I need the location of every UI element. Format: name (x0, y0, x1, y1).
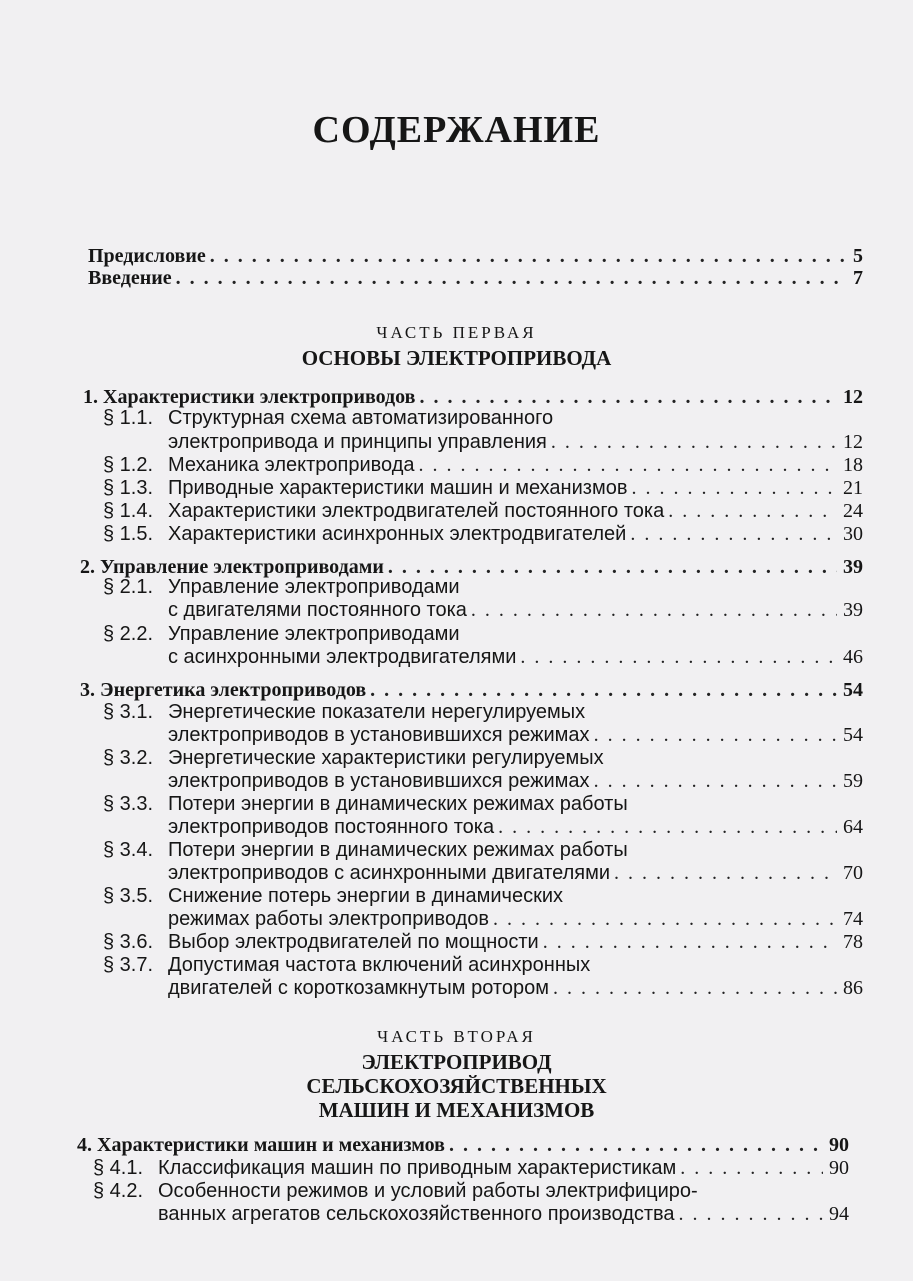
section-number: § 3.1. (103, 701, 154, 723)
section-number: § 4.1. (93, 1157, 144, 1179)
toc-entry-preface[interactable] (88, 244, 863, 268)
toc-entry-page: 39 (843, 599, 863, 621)
toc-entry-page: 90 (829, 1157, 849, 1179)
toc-entry-page: 90 (829, 1134, 849, 1156)
toc-section-1-3[interactable] (168, 476, 863, 500)
toc-section-3-4[interactable] (168, 861, 863, 885)
toc-section-4-2[interactable] (158, 1202, 849, 1226)
leader-dots (594, 723, 837, 747)
toc-section-1-5[interactable] (168, 522, 863, 546)
toc-entry-page: 74 (843, 908, 863, 930)
part-title-line-1: ЭЛЕКТРОПРИВОД (361, 1050, 552, 1074)
section-title-line: Характеристики электродвигателей постоянного тока (168, 500, 665, 522)
toc-entry-page: 18 (843, 454, 863, 476)
section-title-line[interactable]: Энергетические характеристики регулируемых (168, 747, 604, 769)
section-title-line: электроприводов в установившихся режимах (168, 770, 590, 792)
toc-entry-label: Введение (88, 267, 172, 289)
part-label: ЧАСТЬ ВТОРАЯ (377, 1027, 536, 1046)
toc-entry-page: 5 (853, 245, 863, 267)
leader-dots (370, 678, 837, 702)
part-label: ЧАСТЬ ПЕРВАЯ (376, 323, 537, 342)
section-number: § 3.6. (103, 931, 154, 953)
toc-entry-page: 21 (843, 477, 863, 499)
toc-section-2-1[interactable] (168, 598, 863, 622)
toc-entry-page: 78 (843, 931, 863, 953)
section-title-line[interactable]: Управление электроприводами (168, 576, 460, 598)
toc-section-3-3[interactable] (168, 815, 863, 839)
toc-section-3-1[interactable] (168, 723, 863, 747)
section-title-line: режимах работы электроприводов (168, 908, 490, 930)
section-title-line: Механика электропривода (168, 454, 415, 476)
leader-dots (680, 1156, 823, 1180)
toc-entry-page: 39 (843, 556, 863, 578)
toc-entry-page: 64 (843, 816, 863, 838)
section-title-line: Классификация машин по приводным характеристикам (158, 1157, 677, 1179)
toc-section-4-1[interactable] (158, 1156, 849, 1180)
leader-dots (449, 1133, 823, 1157)
section-title-line[interactable]: Особенности режимов и условий работы электрифициро- (158, 1180, 698, 1202)
toc-entry-page: 70 (843, 862, 863, 884)
section-number: § 4.2. (93, 1180, 144, 1202)
toc-section-3-5[interactable] (168, 907, 863, 931)
section-number: § 3.3. (103, 793, 154, 815)
part-title: ОСНОВЫ ЭЛЕКТРОПРИВОДА (301, 346, 612, 370)
section-number: § 1.2. (103, 454, 154, 476)
toc-entry-page: 7 (853, 267, 863, 289)
leader-dots (498, 815, 837, 839)
leader-dots (668, 499, 837, 523)
section-number: § 3.7. (103, 954, 154, 976)
toc-entry-page: 46 (843, 646, 863, 668)
toc-section-3-2[interactable] (168, 769, 863, 793)
leader-dots (614, 861, 837, 885)
section-number: § 1.3. (103, 477, 154, 499)
toc-chapter-title: 3. Энергетика электроприводов (80, 679, 367, 701)
leader-dots (543, 930, 837, 954)
section-title-line: с асинхронными электродвигателями (168, 646, 517, 668)
toc-entry-page: 12 (843, 431, 863, 453)
section-title-line: ванных агрегатов сельскохозяйственного производства (158, 1203, 675, 1225)
toc-section-3-6[interactable] (168, 930, 863, 954)
section-title-line: электропривода и принципы управления (168, 431, 547, 453)
leader-dots (551, 430, 837, 454)
section-title-line: электроприводов постоянного тока (168, 816, 495, 838)
section-title-line: электроприводов с асинхронными двигателями (168, 862, 611, 884)
section-title-line[interactable]: Потери энергии в динамических режимах работы (168, 839, 628, 861)
toc-section-1-1[interactable] (168, 430, 863, 454)
leader-dots (520, 645, 837, 669)
section-title-line[interactable]: Управление электроприводами (168, 623, 460, 645)
leader-dots (630, 522, 837, 546)
toc-entry-page: 54 (843, 724, 863, 746)
toc-chapter-4[interactable] (77, 1133, 849, 1157)
toc-entry-label: Предисловие (88, 245, 206, 267)
section-number: § 3.4. (103, 839, 154, 861)
section-title-line: Приводные характеристики машин и механизмов (168, 477, 628, 499)
section-number: § 1.5. (103, 523, 154, 545)
part-title-line-3: МАШИН И МЕХАНИЗМОВ (318, 1098, 595, 1122)
leader-dots (553, 976, 837, 1000)
toc-section-2-2[interactable] (168, 645, 863, 669)
section-number: § 2.1. (103, 576, 154, 598)
leader-dots (471, 598, 837, 622)
toc-chapter-title: 2. Управление электроприводами (80, 556, 384, 578)
section-title-line[interactable]: Потери энергии в динамических режимах работы (168, 793, 628, 815)
leader-dots (679, 1202, 823, 1226)
toc-entry-introduction[interactable] (88, 266, 863, 290)
toc-section-3-7[interactable] (168, 976, 863, 1000)
leader-dots (210, 244, 847, 268)
section-title-line[interactable]: Структурная схема автоматизированного (168, 407, 554, 429)
toc-entry-page: 94 (829, 1203, 849, 1225)
toc-entry-page: 30 (843, 523, 863, 545)
section-number: § 2.2. (103, 623, 154, 645)
section-title-line[interactable]: Допустимая частота включений асинхронных (168, 954, 591, 976)
leader-dots (419, 453, 838, 477)
section-title-line: двигателей с короткозамкнутым ротором (168, 977, 549, 999)
toc-section-1-2[interactable] (168, 453, 863, 477)
section-title-line: Выбор электродвигателей по мощности (168, 931, 539, 953)
section-title-line[interactable]: Энергетические показатели нерегулируемых (168, 701, 586, 723)
section-number: § 3.5. (103, 885, 154, 907)
page-title: СОДЕРЖАНИЕ (312, 109, 601, 151)
section-title-line[interactable]: Снижение потерь энергии в динамических (168, 885, 563, 907)
leader-dots (493, 907, 837, 931)
toc-chapter-title: 4. Характеристики машин и механизмов (77, 1134, 445, 1156)
toc-entry-page: 12 (843, 386, 863, 408)
toc-section-1-4[interactable] (168, 499, 863, 523)
leader-dots (631, 476, 837, 500)
toc-entry-page: 86 (843, 977, 863, 999)
toc-entry-page: 24 (843, 500, 863, 522)
toc-chapter-3[interactable] (80, 678, 863, 702)
section-title-line: Характеристики асинхронных электродвигателей (168, 523, 627, 545)
part-title-line-2: СЕЛЬСКОХОЗЯЙСТВЕННЫХ (306, 1074, 607, 1098)
toc-entry-page: 59 (843, 770, 863, 792)
toc-entry-page: 54 (843, 679, 863, 701)
section-number: § 3.2. (103, 747, 154, 769)
toc-chapter-title: 1. Характеристики электроприводов (83, 386, 416, 408)
section-number: § 1.4. (103, 500, 154, 522)
leader-dots (176, 266, 847, 290)
section-number: § 1.1. (103, 407, 154, 429)
leader-dots (594, 769, 837, 793)
section-title-line: электроприводов в установившихся режимах (168, 724, 590, 746)
section-title-line: с двигателями постоянного тока (168, 599, 467, 621)
